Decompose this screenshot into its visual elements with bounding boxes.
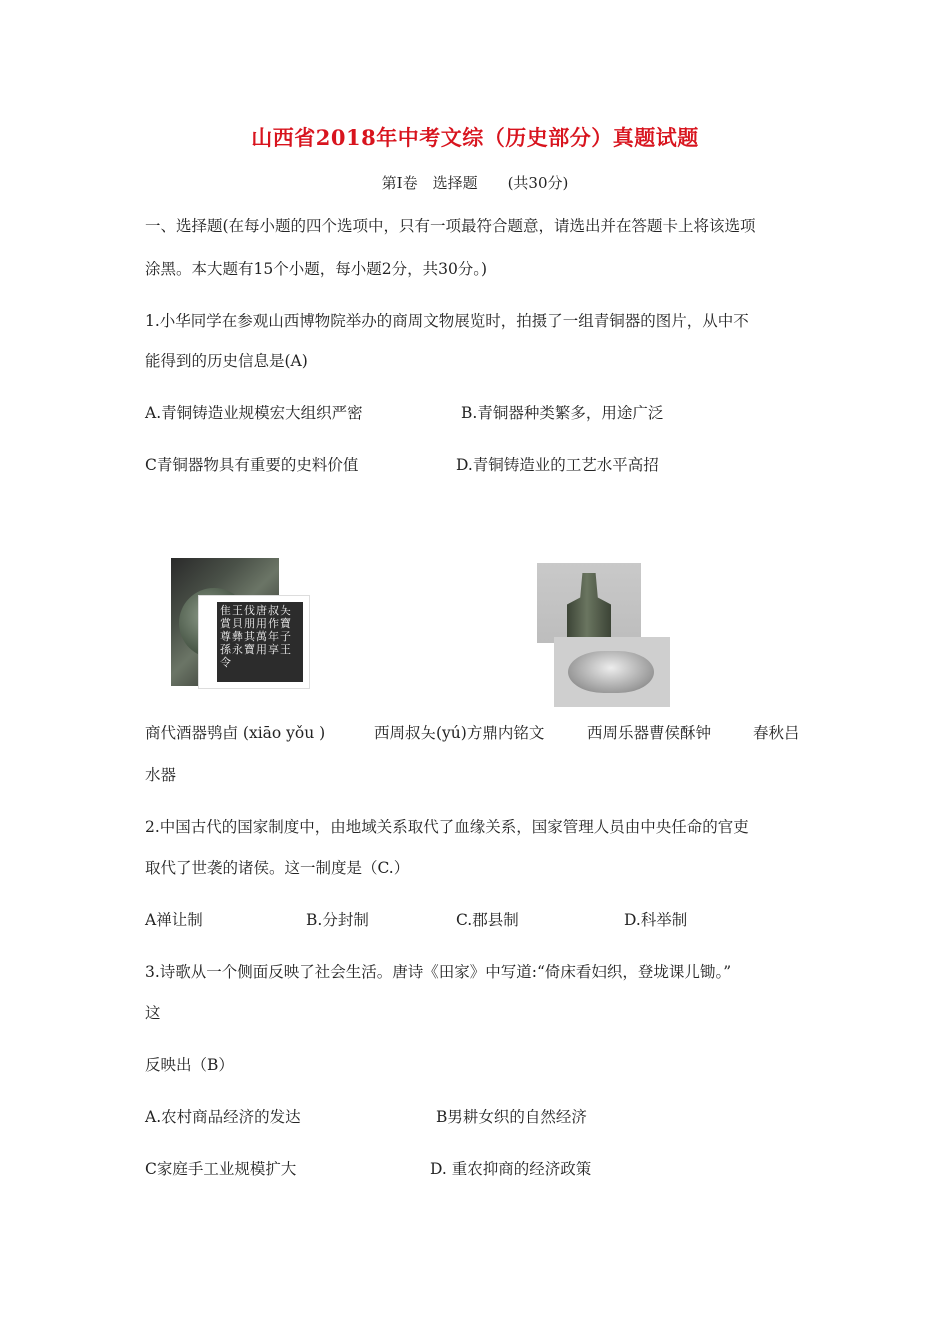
question-2-stem-line2: 取代了世袭的诸侯。这一制度是（C.） (145, 859, 410, 877)
question-2-option-d: D.科举制 (624, 911, 688, 929)
question-1-option-c: C青铜器物具有重要的史料价值 (145, 456, 359, 474)
page-title: 山西省2018年中考文综（历史部分）真题试题 (251, 125, 699, 150)
question-3-stem-line1: 3.诗歌从一个侧面反映了社会生活。唐诗《田家》中写道:“倚床看妇织，登垅课儿锄。” (145, 963, 732, 981)
question-1-option-a: A.青铜铸造业规模宏大组织严密 (145, 404, 363, 422)
question-3-option-b: B男耕女织的自然经济 (436, 1108, 587, 1126)
question-1-option-d: D.青铜铸造业的工艺水平高招 (456, 456, 659, 474)
question-3-option-d: D. 重农抑商的经济政策 (430, 1160, 592, 1178)
section-subtitle: 第Ⅰ卷 选择题 (共30分) (381, 174, 569, 192)
question-2-stem-line1: 2.中国古代的国家制度中，由地域关系取代了血缘关系，国家管理人员由中央任命的官吏 (145, 818, 749, 836)
question-1-option-b: B.青铜器种类繁多，用途广泛 (461, 404, 664, 422)
question-2-option-b: B.分封制 (306, 911, 369, 929)
section-instructions-line2: 涂黑。本大题有15个小题，每小题2分，共30分。) (145, 260, 488, 278)
figure-caption-3: 西周乐器曹侯酥钟 (587, 724, 712, 742)
question-1-stem-line2: 能得到的历史信息是(A) (145, 352, 308, 370)
bronze-bell-photo (537, 563, 641, 643)
figure-caption-1: 商代酒器鸮卣 (xiāo yǒu ) (145, 724, 326, 742)
question-3-option-a: A.农村商品经济的发达 (145, 1108, 301, 1126)
question-3-stem-line2: 反映出（B） (145, 1056, 234, 1074)
figure-caption-2: 西周叔夨(yú)方鼎内铭文 (374, 724, 545, 742)
bronze-inscription-photo (198, 595, 310, 689)
question-1-stem-line1: 1.小华同学在参观山西博物院举办的商周文物展览时，拍摄了一组青铜器的图片，从中不 (145, 312, 749, 330)
question-3-option-c: C家庭手工业规模扩大 (145, 1160, 297, 1178)
figure-caption-4-cont: 水器 (145, 766, 177, 784)
section-instructions-line1: 一、选择题(在每小题的四个选项中，只有一项最符合题意，请选出并在答题卡上将该选项 (145, 217, 756, 235)
question-2-option-a: A禅让制 (145, 911, 203, 929)
question-3-stem-line1-cont: 这 (145, 1004, 161, 1022)
water-vessel-photo (554, 637, 670, 707)
inscription-text: 隹王伐唐叔夨賞貝朋用作寶尊彝其萬年子孫永寶用享王令 (217, 602, 303, 682)
figure-caption-4: 春秋吕 (753, 724, 800, 742)
question-2-option-c: C.郡县制 (456, 911, 519, 929)
